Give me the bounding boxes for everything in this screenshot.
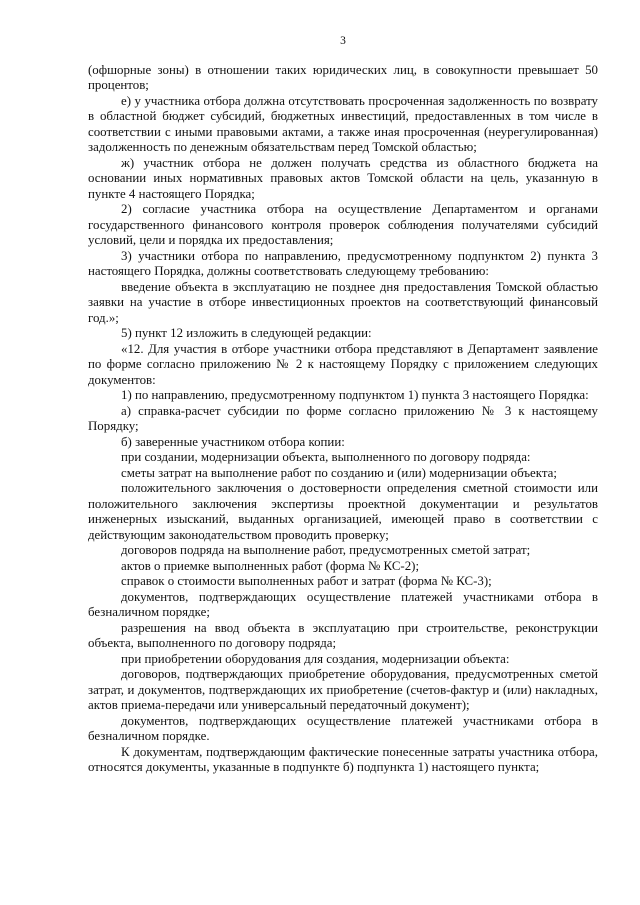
paragraph: К документам, подтверждающим фактические понесенные затраты участника отбора, относятся документы, указанные в подпункте б) подпункта 1) настоящего пункта; <box>88 744 598 774</box>
paragraph: документов, подтверждающих осуществление платежей участниками отбора в безналичном порядке; <box>88 589 598 619</box>
paragraph: 1) по направлению, предусмотренному подпунктом 1) пункта 3 настоящего Порядка: <box>121 388 589 402</box>
document-page <box>88 34 598 776</box>
paragraph: «12. Для участия в отборе участники отбора представляют в Департамент заявление по форме согласно приложению № 2 к настоящему Порядку с приложением следующих документов: <box>88 341 598 387</box>
paragraph: разрешения на ввод объекта в эксплуатацию при строительстве, реконструкции объекта, выполненного по договору подряда; <box>88 620 598 650</box>
page-number: 3 <box>340 35 346 47</box>
paragraph: 5) пункт 12 изложить в следующей редакции: <box>121 326 372 340</box>
paragraph: при создании, модернизации объекта, выполненного по договору подряда: <box>121 450 531 464</box>
paragraph: б) заверенные участником отбора копии: <box>121 434 345 449</box>
paragraph: (офшорные зоны) в отношении таких юридических лиц, в совокупности превышает 50 процентов; <box>88 62 598 92</box>
paragraph: договоров подряда на выполнение работ, предусмотренных сметой затрат; <box>121 543 531 557</box>
paragraph: справок о стоимости выполненных работ и затрат (форма № КС-3); <box>121 574 492 588</box>
paragraph: введение объекта в эксплуатацию не позднее дня предоставления Томской областью заявки на участие в отборе инвестиционных проектов на соответствующий финансовый год.»; <box>88 279 598 325</box>
paragraph: 2) согласие участника отбора на осуществление Департаментом и органами государственного финансового контроля проверок соблюдения получателями субсидий условий, цели и порядка их предоставления; <box>88 202 598 247</box>
paragraph: сметы затрат на выполнение работ по созданию и (или) модернизации объекта; <box>121 465 557 480</box>
paragraph: а) справка-расчет субсидии по форме согласно приложению № 3 к настоящему Порядку; <box>88 403 598 433</box>
paragraph: положительного заключения о достоверности определения сметной стоимости или положительного заключения экспертизы проектной документации и результатов инженерных изысканий, выданных организацией, имеющей право в соответствии с действующим законодательством проводить проверку; <box>88 481 598 542</box>
paragraph: договоров, подтверждающих приобретение оборудования, предусмотренных сметой затрат, и документов, подтверждающих их приобретение (счетов-фактур и (или) накладных, актов приема-передачи или универсальный передаточный документ); <box>88 667 598 712</box>
paragraph: документов, подтверждающих осуществление платежей участниками отбора в безналичном порядке. <box>88 713 598 743</box>
paragraph: при приобретении оборудования для создания, модернизации объекта: <box>121 651 510 666</box>
paragraph: ж) участник отбора не должен получать средства из областного бюджета на основании иных нормативных правовых актов Томской области на цель, указанную в пункте 4 настоящего Порядка; <box>88 155 598 201</box>
paragraph: актов о приемке выполненных работ (форма № КС-2); <box>121 558 420 573</box>
paragraph: 3) участники отбора по направлению, предусмотренному подпунктом 2) пункта 3 настоящего Порядка, должны соответствовать следующему требованию: <box>88 248 598 278</box>
paragraph: е) у участника отбора должна отсутствовать просроченная задолженность по возврату в областной бюджет субсидий, бюджетных инвестиций, предоставленных в том числе в соответствии с иными правовыми актами, а также иная просроченная (неурегулированная) задолженность по денежным обязательствам перед Томской областью; <box>88 93 598 154</box>
